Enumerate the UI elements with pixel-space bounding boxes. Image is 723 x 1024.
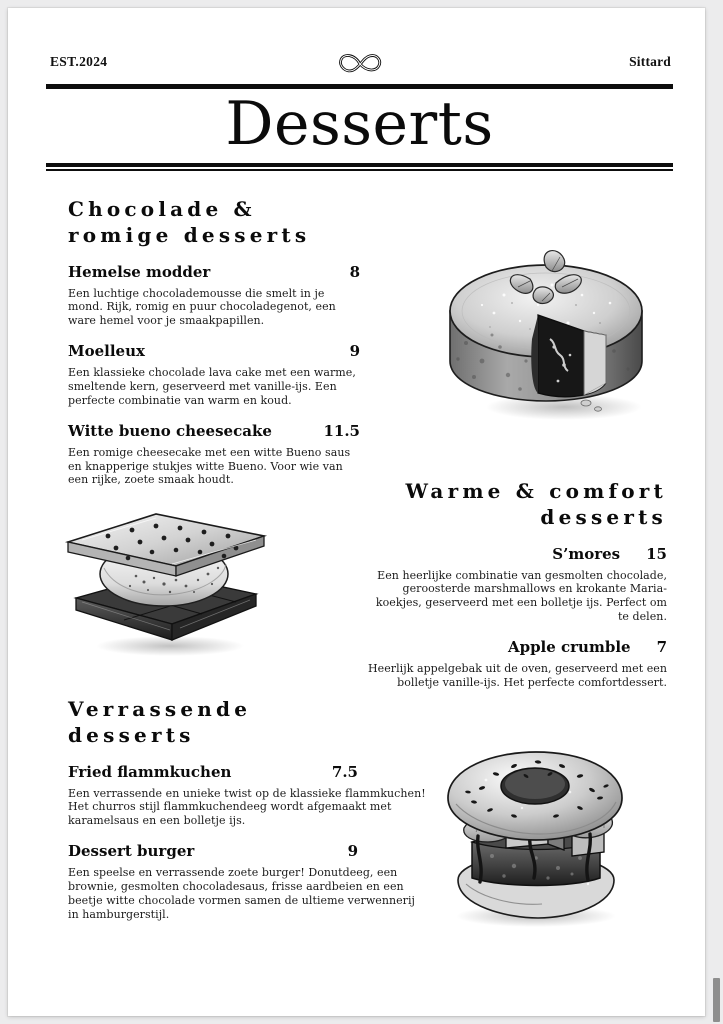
section-heading-warme-comfort (362, 479, 667, 530)
section-verrassende (68, 697, 426, 921)
title-double-rule (46, 163, 673, 171)
menu-item-description: Een luchtige chocolademousse die smelt in je mond. Rijk, romig en puur chocoladegenot, een ware hemel voor je smaakpapillen. (68, 286, 336, 328)
menu-item-description: Een verrassende en unieke twist op de klassieke flammkuchen! Het churros stijl flammkuchendeeg wordt afgemaakt met karamelsaus en een bolletje ijs. (68, 786, 426, 828)
menu-item-description: Een heerlijke combinatie van gesmolten chocolade, geroosterde marshmallows en krokante Maria-koekjes, geserveerd met een bolletje ijs. Perfect om te delen. (375, 568, 667, 624)
title-block (44, 89, 675, 157)
menu-item (362, 545, 667, 624)
section-heading-chocolade-romige (68, 197, 360, 248)
menu-item-price: 9 (347, 842, 358, 861)
menu-item-name: Fried flammkuchen (68, 762, 232, 781)
menu-item-price: 8 (349, 262, 360, 281)
menu-item-price: 7 (656, 638, 667, 657)
infinity-knot-logo-icon (333, 46, 387, 82)
section-heading-line1: Warme & comfort (405, 479, 667, 504)
menu-item-price: 11.5 (323, 421, 360, 440)
section-heading-line2: desserts (68, 722, 195, 747)
section-heading-verrassende (68, 697, 426, 748)
menu-item-name: Hemelse modder (68, 262, 211, 281)
section-chocolade-romige (68, 197, 360, 487)
section-heading-line1: Verrassende (68, 697, 252, 722)
section-heading-line1: Chocolade & (68, 197, 256, 222)
menu-item-description: Heerlijk appelgebak uit de oven, geserveerd met een bolletje vanille-ijs. Het perfecte comfortdessert. (368, 662, 667, 689)
menu-item-price: 9 (349, 342, 360, 361)
menu-item-name: Witte bueno cheesecake (68, 421, 272, 440)
menu-item-price: 7.5 (331, 762, 358, 781)
menu-item (68, 763, 426, 829)
scrollbar-thumb[interactable] (713, 978, 720, 1022)
menu-item-name: Apple crumble (507, 638, 631, 657)
menu-content (44, 197, 675, 1016)
menu-item-description: Een klassieke chocolade lava cake met een warme, smeltende kern, geserveerd met vanille-ijs. Een perfecte combinatie van warm en koud. (68, 366, 356, 407)
section-heading-line2: desserts (540, 504, 667, 529)
menu-item (68, 842, 426, 921)
section-warme-comfort (362, 479, 667, 689)
location-text: Sittard (629, 54, 671, 69)
masthead (44, 46, 675, 80)
established-text: EST.2024 (50, 54, 108, 69)
section-heading-line2: romige desserts (68, 222, 311, 247)
menu-item-description: Een speelse en verrassende zoete burger! Donutdeeg, een brownie, gesmolten chocoladesaus, frisse aardbeien en een beetje witte chocolade vormen samen de ultieme verwennerij in hamburgerstijl. (68, 866, 416, 921)
menu-page (8, 8, 705, 1016)
menu-item (362, 638, 667, 690)
menu-item-name: S’mores (552, 544, 621, 563)
dessert-burger-illustration (422, 732, 648, 930)
menu-item (68, 422, 360, 488)
menu-item (68, 263, 360, 329)
menu-item-name: Moelleux (68, 342, 145, 361)
menu-item-description: Een romige cheesecake met een witte Bueno saus en knapperige stukjes witte Bueno. Voor wie van een rijke, zoete smaak houdt. (68, 445, 351, 487)
lava-cake-illustration (434, 243, 664, 433)
menu-item-name: Dessert burger (68, 842, 195, 861)
menu-item (68, 342, 360, 408)
page-title: Desserts (225, 89, 494, 159)
menu-item-price: 15 (646, 544, 667, 563)
scrollbar-track[interactable] (712, 0, 722, 1024)
smores-illustration (52, 502, 280, 662)
